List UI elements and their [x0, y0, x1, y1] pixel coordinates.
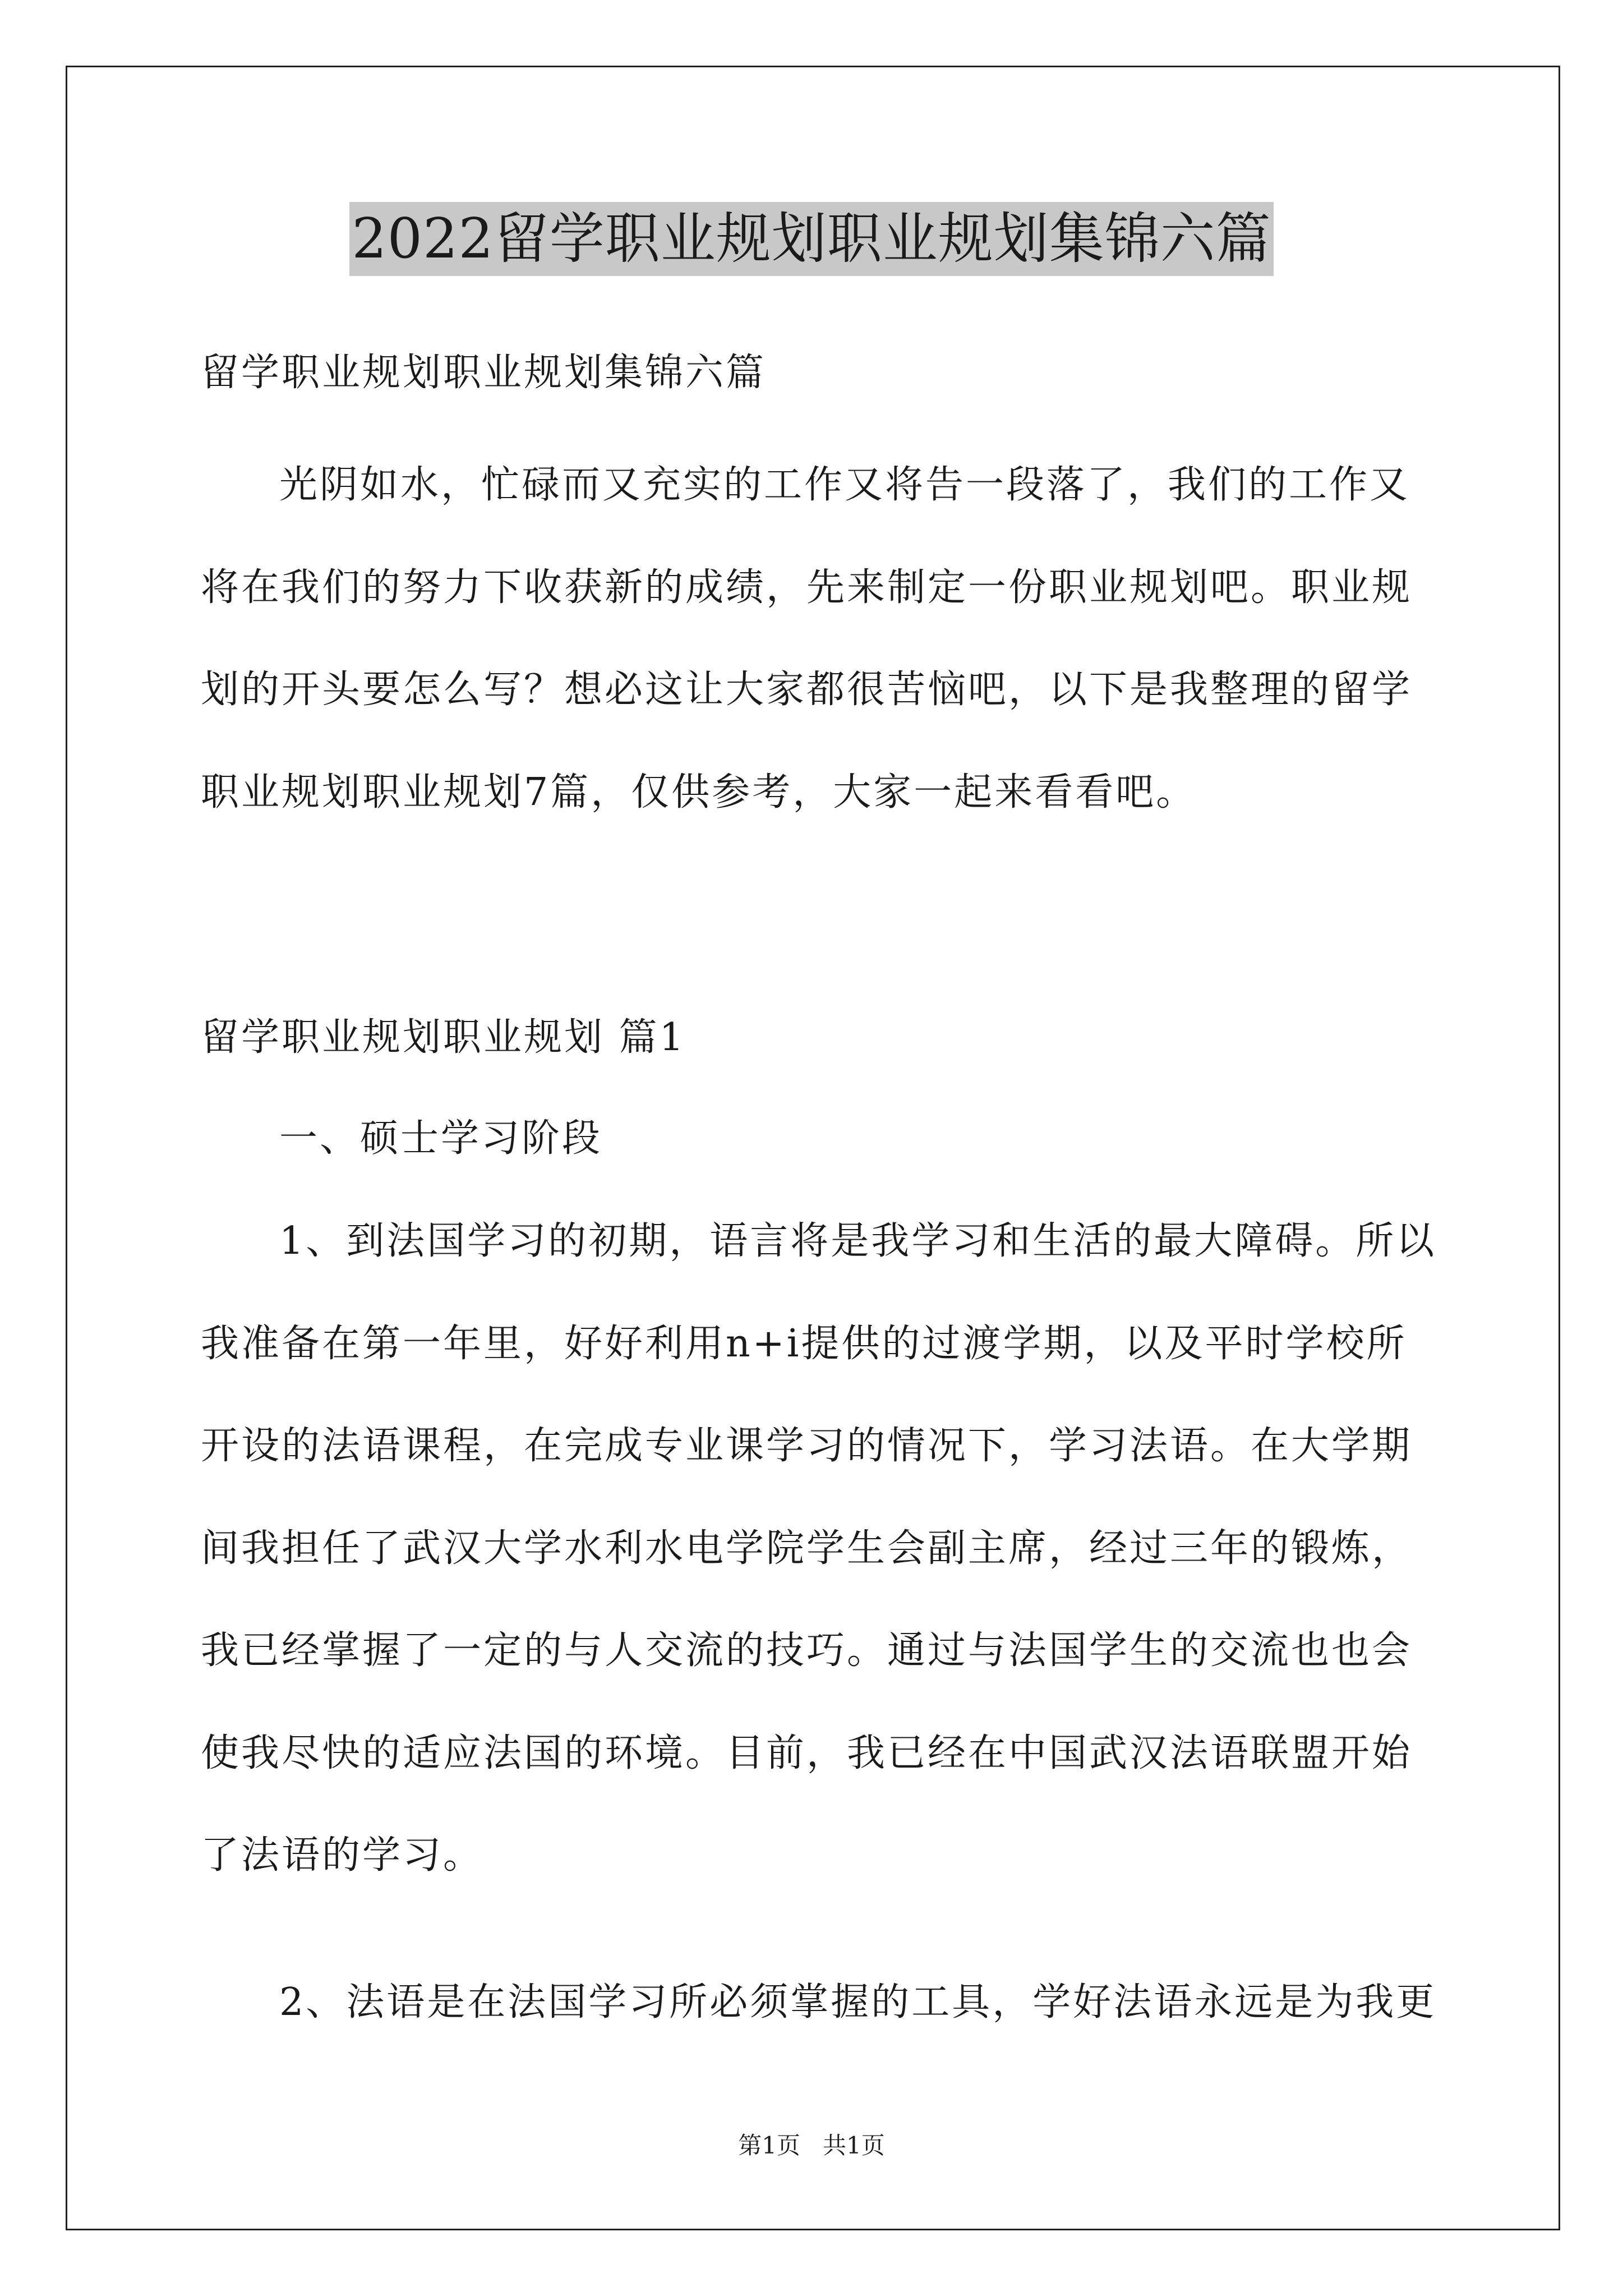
document-subtitle: 留学职业规划职业规划集锦六篇 [201, 351, 767, 395]
intro-line: 划的开头要怎么写？想必这让大家都很苦恼吧，以下是我整理的留学 [201, 668, 1413, 712]
intro-line: 将在我们的努力下收获新的成绩，先来制定一份职业规划吧。职业规 [201, 565, 1413, 610]
section-heading: 留学职业规划职业规划 篇1 [201, 1015, 686, 1060]
paragraph-line: 我已经掌握了一定的与人交流的技巧。通过与法国学生的交流也也会 [201, 1628, 1413, 1673]
title-container [0, 202, 1623, 276]
page-footer: 第1页 共1页 [738, 2132, 885, 2159]
paragraph-line: 间我担任了武汉大学水利水电学院学生会副主席，经过三年的锻炼， [201, 1526, 1413, 1571]
paragraph-line: 使我尽快的适应法国的环境。目前，我已经在中国武汉法语联盟开始 [201, 1731, 1413, 1775]
intro-line: 光阴如水，忙碌而又充实的工作又将告一段落了，我们的工作又 [279, 463, 1410, 507]
paragraph-line: 我准备在第一年里，好好利用n+i提供的过渡学期，以及平时学校所 [201, 1322, 1407, 1366]
paragraph-line: 1、到法国学习的初期，语言将是我学习和生活的最大障碍。所以 [279, 1219, 1437, 1263]
document-title: 2022留学职业规划职业规划集锦六篇 [349, 202, 1273, 276]
paragraph-line: 了法语的学习。 [201, 1833, 484, 1878]
subsection-heading: 一、硕士学习阶段 [279, 1116, 603, 1161]
paragraph-line: 开设的法语课程，在完成专业课学习的情况下，学习法语。在大学期 [201, 1424, 1413, 1468]
intro-line: 职业规划职业规划7篇，仅供参考，大家一起来看看吧。 [201, 770, 1197, 815]
paragraph-line: 2、法语是在法国学习所必须掌握的工具，学好法语永远是为我更 [279, 1980, 1437, 2024]
